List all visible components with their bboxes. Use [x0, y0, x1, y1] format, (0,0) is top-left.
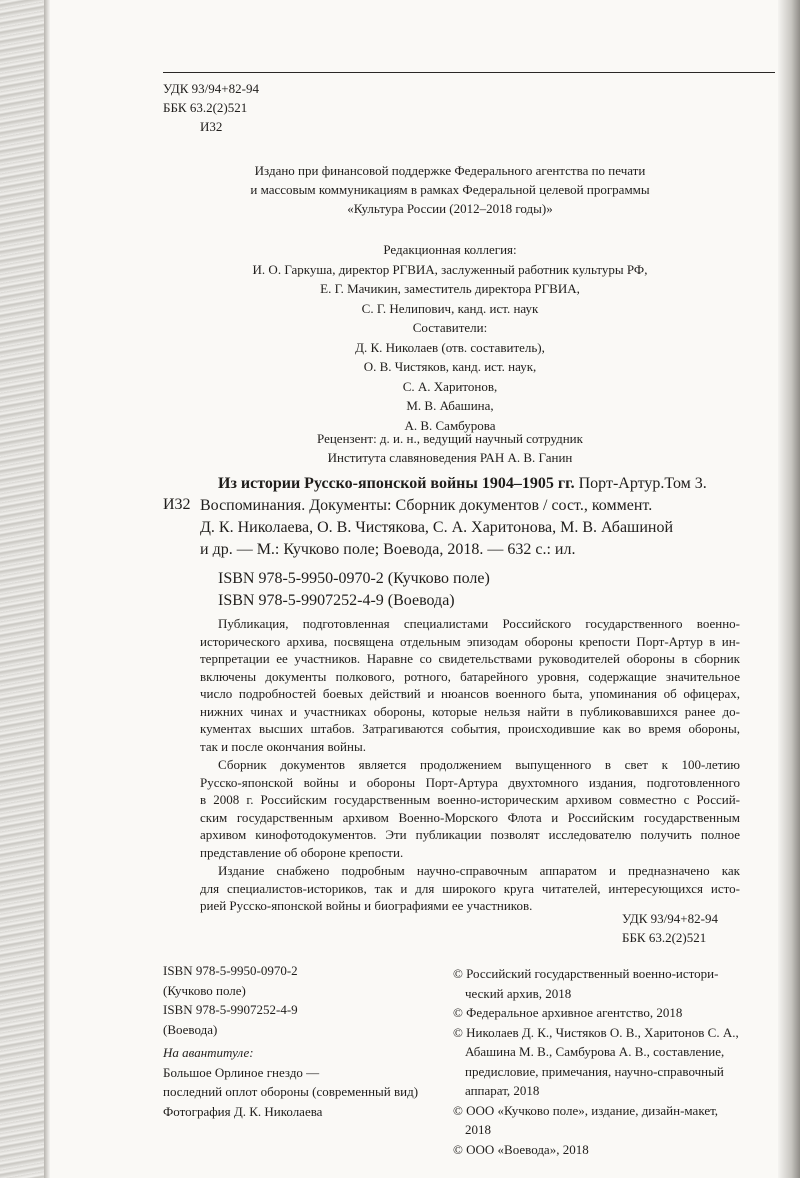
- frontispiece-line: последний оплот обороны (современный вид): [163, 1084, 419, 1099]
- annotation-line: ским государственным архивом Военно-Морского Флота и Российским государственным: [200, 809, 740, 825]
- reviewer: [180, 429, 720, 467]
- copyright-line: © ООО «Воевода», 2018: [453, 1141, 589, 1157]
- frontispiece-label: На авантитуле:: [163, 1045, 254, 1060]
- compiler: О. В. Чистяков, канд. ист. наук,: [363, 359, 537, 374]
- copyright-line: © Федеральное архивное агентство, 2018: [453, 1005, 683, 1020]
- compiler: С. А. Харитонов,: [402, 378, 498, 394]
- frontispiece-note: [163, 1043, 418, 1121]
- isbn-line: ISBN 978-5-9950-0970-2 (Кучково поле): [218, 570, 490, 587]
- annotation-line: нижних чинах и участниках обороны, которые нельзя найти в публиковавшихся ранее до-: [200, 703, 740, 719]
- bib-line: Воспоминания. Документы: Сборник документов / сост., коммент.: [200, 497, 653, 514]
- annotation-line: в 2008 г. Российским государственным военно-историческим архивом совместно с Россий-: [200, 792, 740, 807]
- frontispiece-line: На авантитуле: Большое Орлиное гнездо —: [163, 1045, 320, 1080]
- copyright-line: Абашина М. В., Самбурова А. В., составление,: [465, 1044, 725, 1059]
- copyright-block: [453, 964, 739, 1159]
- compilers: [180, 318, 720, 435]
- annotation-line: Русско-японской войны и обороны Порт-Артура двухтомного издания, подготовленного: [200, 774, 740, 790]
- frontispiece-line: Фотография Д. К. Николаева: [163, 1103, 323, 1119]
- annotation-line: Сборник документов является продолжением выпущенного в свет к 100-летию: [218, 757, 740, 772]
- annotation-paragraph: [200, 615, 740, 755]
- funding-line: Издано при финансовой поддержке Федерального агентства по печати: [254, 163, 646, 178]
- compiler: А. В. Самбурова: [404, 417, 496, 433]
- annotation-line: число подробностей боевых действий и нюансов военного быта, упоминания об офицерах,: [200, 686, 740, 701]
- annotation-line: терпретации ее участников. Наравне со свидетельствами руководителей обороны в сборник: [200, 651, 740, 666]
- annotation-line: архивом кинофотодокументов. Эти публикации позволят исследователю получить полное: [200, 827, 740, 842]
- top-rule: [163, 72, 775, 73]
- bib-line: и др. — М.: Кучково поле; Воевода, 2018. — 632 с.: ил.: [200, 541, 576, 558]
- isbn-block-line: ISBN 978-5-9950-0970-2: [163, 963, 298, 978]
- isbn-line: ISBN 978-5-9907252-4-9 (Воевода): [218, 592, 455, 609]
- isbn-block-line: (Кучково поле): [163, 982, 246, 998]
- annotation-line: Издание снабжено подробным научно-справочным аппаратом и предназначено как: [218, 863, 740, 878]
- annotation-line: для специалистов-историков, так и для широкого круга читателей, интересующихся исто-: [200, 880, 740, 896]
- copyright-line: © ООО «Кучково поле», издание, дизайн-макет,: [453, 1102, 719, 1118]
- bib-volume: Порт-Артур.Том 3.: [574, 475, 707, 492]
- bib-title: Из истории Русско-японской войны 1904–1905 гг.: [218, 475, 575, 492]
- page-right-edge: [778, 0, 800, 1178]
- funding-note: [180, 161, 720, 218]
- copyright-line: ческий архив, 2018: [465, 985, 572, 1001]
- copyright-line: аппарат, 2018: [465, 1083, 540, 1098]
- bib-title-line: [218, 473, 707, 495]
- bib-author-sign: И32: [163, 496, 191, 513]
- board-heading: Редакционная коллегия:: [383, 242, 517, 257]
- isbn-block-line: ISBN 978-5-9907252-4-9: [163, 1002, 298, 1017]
- annotation-line: представление об обороне крепости.: [200, 844, 404, 860]
- funding-line: «Культура России (2012–2018 годы)»: [347, 201, 553, 216]
- funding-line: и массовым коммуникациям в рамках Федеральной целевой программы: [250, 182, 650, 197]
- board-member: С. Г. Нелипович, канд. ист. наук: [361, 300, 539, 316]
- copyright-line: © Николаев Д. К., Чистяков О. В., Харитонов С. А.,: [453, 1024, 739, 1040]
- board-member: И. О. Гаркуша, директор РГВИА, заслуженный работник культуры РФ,: [252, 261, 648, 277]
- annotation-line: кументах высших штабов. Затрагиваются события, происходившие как во время обороны,: [200, 721, 740, 736]
- annotation-paragraph: [200, 862, 740, 915]
- book-spine-edge: [0, 0, 44, 1178]
- bbk-bottom: ББК 63.2(2)521: [622, 930, 707, 945]
- annotation-line: исторического архива, посвящена отдельным эпизодам обороны крепости Порт-Артур в ин-: [200, 633, 740, 649]
- annotation-line: так и после окончания войны.: [200, 738, 366, 754]
- compiler: Д. К. Николаев (отв. составитель),: [355, 339, 545, 355]
- annotation-line: включены документы полкового, ротного, батарейного уровня, содержащие значительное: [200, 668, 740, 684]
- copyright-line: 2018: [465, 1122, 491, 1137]
- udk-top: УДК 93/94+82-94: [163, 81, 259, 96]
- copyright-line: © Российский государственный военно-истори-: [453, 966, 719, 981]
- reviewer-line: Рецензент: д. и. н., ведущий научный сотрудник: [317, 431, 583, 446]
- annotation-paragraph: [200, 756, 740, 861]
- reviewer-line: Института славяноведения РАН А. В. Ганин: [327, 450, 573, 465]
- editorial-board: [180, 240, 720, 318]
- bib-line: Д. К. Николаева, О. В. Чистякова, С. А. Харитонова, М. В. Абашиной: [200, 519, 674, 536]
- isbn-block-line: (Воевода): [163, 1021, 218, 1037]
- compiler: М. В. Абашина,: [406, 398, 494, 413]
- copyright-line: предисловие, примечания, научно-справочный: [465, 1063, 724, 1079]
- udk-bottom: УДК 93/94+82-94: [622, 911, 718, 926]
- board-member: Е. Г. Мачикин, заместитель директора РГВИА,: [320, 281, 580, 296]
- annotation-line: Публикация, подготовленная специалистами Российского государственного военно-: [218, 616, 740, 631]
- isbn-block: [163, 961, 298, 1039]
- bbk-top: ББК 63.2(2)521: [163, 100, 248, 115]
- compilers-heading: Составители:: [412, 320, 488, 335]
- annotation-line: рией Русско-японской войны и биографиями ее участников.: [200, 898, 533, 913]
- author-sign: И32: [200, 119, 223, 134]
